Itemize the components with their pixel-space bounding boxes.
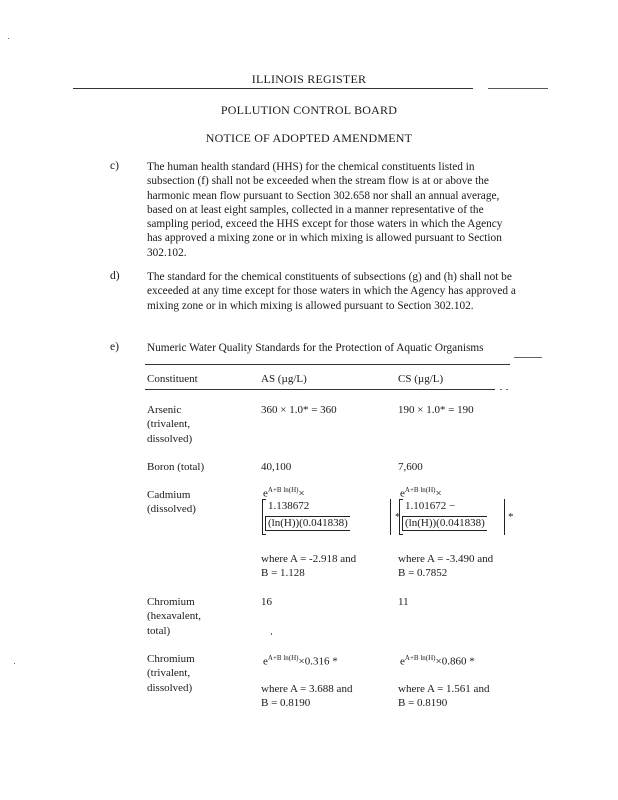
col-header-constituent: Constituent <box>147 373 198 385</box>
cs-value: 11 <box>398 596 409 608</box>
table-row: Chromium (hexavalent, total) <box>147 596 202 637</box>
constituent-name: Arsenic <box>147 404 182 416</box>
cadmium-as-formula: $e^{A+B ln(H)}\times$ <box>263 486 305 500</box>
chromium-as-where: where A = 3.688 and B = 0.8190 <box>261 683 353 710</box>
chromium-cs-formula: $e^{A+B ln(H)}\times 0.860$ * <box>400 654 475 668</box>
board-title: POLLUTION CONTROL BOARD <box>220 103 398 117</box>
cs-value: 7,600 <box>398 461 423 473</box>
cadmium-as-bracket: 1.138672 (ln(H))(0.041838) <box>262 499 391 535</box>
section-c-label: c) <box>110 160 119 172</box>
table-row <box>147 460 204 474</box>
table-row: Chromium (trivalent, dissolved) <box>147 653 195 694</box>
col-header-cs: CS (µg/L) <box>398 373 444 385</box>
section-d-label: d) <box>110 270 120 282</box>
cadmium-as-where: where A = -2.918 and B = 1.128 <box>261 553 357 580</box>
as-value: 40,100 <box>261 461 292 473</box>
constituent-name: Cadmium <box>147 489 191 501</box>
constituent-name: Boron (total) <box>147 461 205 473</box>
col-header-as: AS (µg/L) <box>261 373 307 385</box>
as-value: 16 <box>261 596 272 608</box>
constituent-name: Chromium <box>147 596 195 608</box>
cadmium-as-star: * <box>395 511 401 523</box>
cs-value: 190 × 1.0* = 190 <box>398 404 474 416</box>
section-e-text: Numeric Water Quality Standards for the Protection of Aquatic Organisms <box>147 342 484 354</box>
cadmium-cs-formula: $e^{A+B ln(H)}\times$ <box>400 486 442 500</box>
chromium-as-formula: $e^{A+B ln(H)}\times 0.316$ * <box>263 654 338 668</box>
section-c-text: The human health standard (HHS) for the chemical constituents listed in subsection (f) shall not be exceeded when the stream flow is at or above the harmonic mean flow pursuant to Section 302.658 nor shall an annual average, based on at least eight samples, collected in a manner representative of the sampling period, exceed the HHS except for those waters in which the Agency has approved a mixing zone or in which mixing is allowed pursuant to Section 302.102. <box>147 161 503 259</box>
header-rule <box>73 88 473 89</box>
cadmium-cs-bracket: 1.101672 − (ln(H))(0.041838) <box>399 499 505 535</box>
notice-title: NOTICE OF ADOPTED AMENDMENT <box>205 131 413 145</box>
table-row: Cadmium (dissolved) <box>147 489 196 516</box>
constituent-name: Chromium <box>147 653 195 665</box>
deco-rule <box>514 357 542 358</box>
section-e-label: e) <box>110 341 119 353</box>
header-rule-right <box>488 88 548 89</box>
table-top-rule <box>145 364 510 365</box>
chromium-cs-where: where A = 1.561 and B = 0.8190 <box>398 683 490 710</box>
cadmium-cs-star: * <box>508 511 514 523</box>
as-value: 360 × 1.0* = 360 <box>261 404 337 416</box>
cadmium-cs-where: where A = -3.490 and B = 0.7852 <box>398 553 494 580</box>
table-header-rule <box>145 389 495 390</box>
section-d-text: The standard for the chemical constituents of subsections (g) and (h) shall not be exceeded at any time except for those waters in which the Agency has approved a mixing zone or in which mixing is allowed pursuant to Section 302.102. <box>147 271 516 312</box>
table-row: Arsenic (trivalent, dissolved) <box>147 404 193 445</box>
register-title: ILLINOIS REGISTER <box>251 72 367 86</box>
